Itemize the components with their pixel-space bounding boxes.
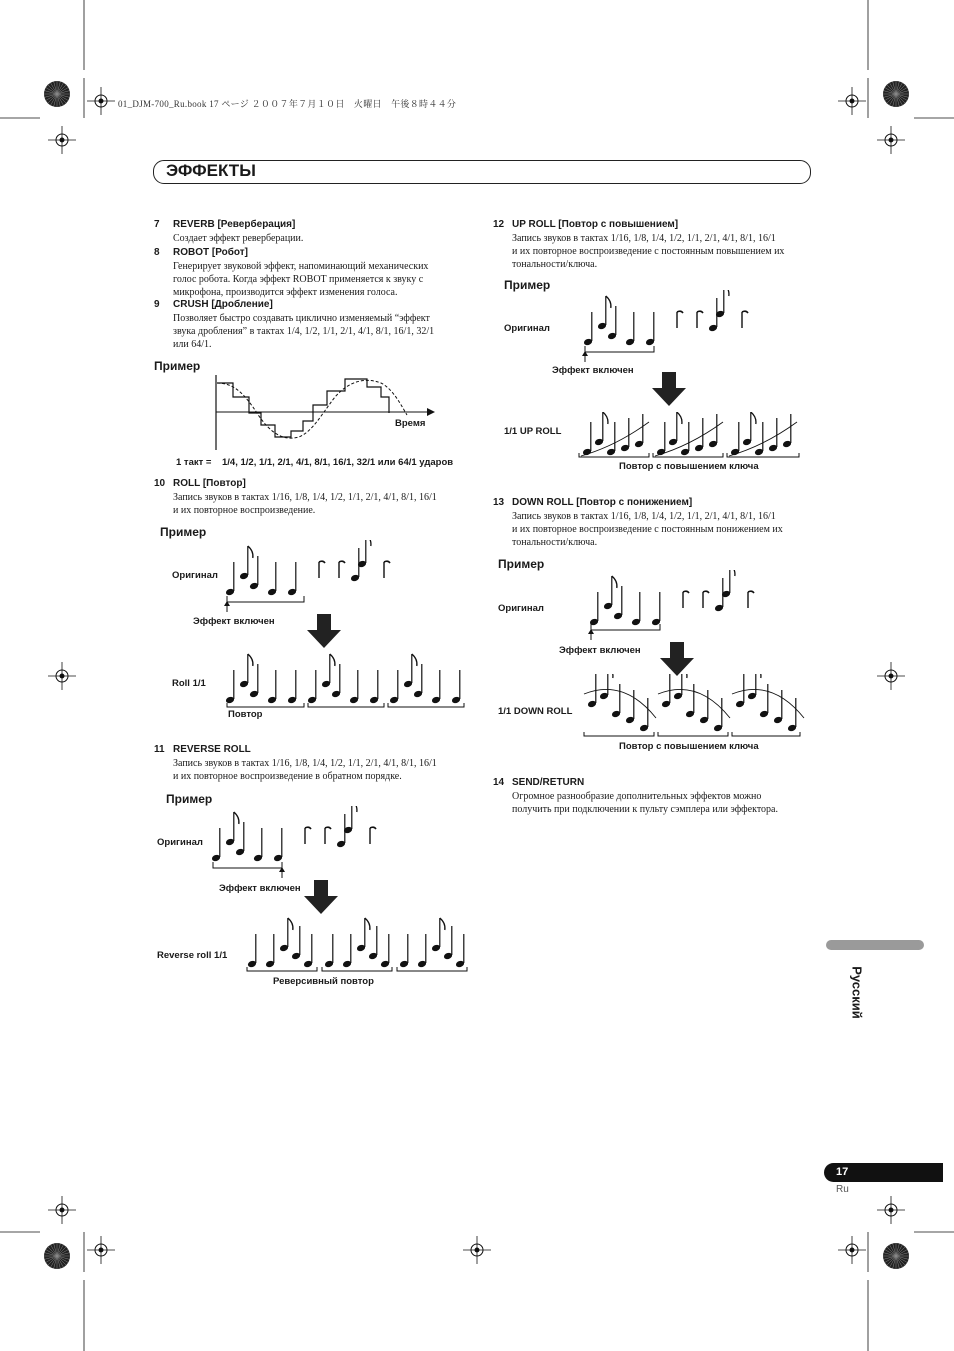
roll-repeated-notes (222, 650, 472, 708)
note-icon (413, 664, 423, 698)
crosshair-mark (48, 662, 76, 690)
note-icon (431, 918, 445, 952)
note-icon (399, 934, 409, 968)
registration-target (44, 1243, 70, 1269)
note-icon (307, 670, 317, 704)
note-icon (349, 670, 359, 704)
note-icon (235, 822, 245, 856)
language-label: Русский (849, 966, 865, 1019)
down-repeat-label: Повтор с повышением ключа (619, 741, 759, 752)
note-icon (787, 698, 797, 732)
item-text-roll: Запись звуков в тактах 1/16, 1/8, 1/4, 1/2, 1/1, 2/1, 4/1, 8/1, 16/1 и их повторное воспроизведение. (173, 492, 437, 516)
item-number: 12 (493, 219, 505, 230)
effect-on-label: Эффект включен (219, 883, 301, 894)
note-icon (611, 684, 621, 718)
registration-target (883, 1243, 909, 1269)
down-arrow-icon (650, 370, 690, 410)
item-number: 11 (154, 744, 165, 755)
note-icon (267, 562, 277, 596)
note-icon (356, 918, 370, 952)
note-icon (645, 312, 655, 346)
short-note-icon (325, 827, 331, 844)
item-text-crush: Позволяет быстро создавать циклично изменяемый “эффект звука дробления” в тактах 1/4, 1/2, 1/1, 2/1, 4/1, 8/1, 16/1, 32/1 или 64/1. (173, 313, 435, 350)
short-note-icon (319, 561, 325, 578)
example-heading: Пример (166, 792, 213, 806)
page-language: Ru (836, 1184, 849, 1195)
note-icon (607, 306, 617, 340)
note-icon (265, 934, 275, 968)
original-label: Оригинал (504, 323, 550, 334)
crosshair-mark (877, 662, 905, 690)
roll-label: Roll 1/1 (172, 678, 206, 689)
short-note-icon (703, 591, 709, 608)
item-title-up-roll: UP ROLL [Повтор с повышением] (512, 219, 679, 230)
note-icon (321, 654, 335, 688)
note-icon (287, 670, 297, 704)
item-title-roll: ROLL [Повтор] (173, 478, 246, 489)
note-icon (225, 562, 235, 596)
note-icon (249, 664, 259, 698)
crosshair-mark (48, 1196, 76, 1224)
note-icon (742, 412, 756, 446)
example-heading: Пример (154, 359, 201, 373)
note-icon (639, 698, 649, 732)
original-label: Оригинал (172, 570, 218, 581)
note-icon (455, 934, 465, 968)
short-note-icon (683, 591, 689, 608)
time-axis-label: Время (395, 418, 426, 429)
note-icon (225, 670, 235, 704)
effect-on-label: Эффект включен (552, 365, 634, 376)
note-icon (613, 586, 623, 620)
crosshair-mark (48, 126, 76, 154)
note-icon (747, 674, 761, 700)
registration-target (44, 81, 70, 107)
note-icon (211, 828, 221, 862)
note-icon (253, 828, 263, 862)
note-icon (324, 934, 334, 968)
item-title-send-return: SEND/RETURN (512, 777, 585, 788)
item-title-reverb: REVERB [Реверберация] (173, 219, 296, 230)
note-icon (668, 412, 682, 446)
crosshair-mark (838, 1236, 866, 1264)
item-title-crush: CRUSH [Дробление] (173, 299, 273, 310)
note-icon (417, 934, 427, 968)
book-header: 01_DJM-700_Ru.book 17 ページ ２００７年７月１０日 火曜日 午後８時４４分 (118, 99, 457, 109)
note-icon (368, 926, 378, 960)
short-note-icon (677, 311, 683, 328)
crosshair-mark (463, 1236, 491, 1264)
down-arrow-icon (305, 612, 345, 652)
down-roll-label: 1/1 DOWN ROLL (498, 706, 573, 717)
up-roll-label: 1/1 UP ROLL (504, 426, 562, 437)
example-heading: Пример (498, 557, 545, 571)
short-note-icon (748, 591, 754, 608)
note-icon (443, 926, 453, 960)
note-icon (431, 670, 441, 704)
item-number: 13 (493, 497, 505, 508)
note-icon (685, 684, 695, 718)
note-icon (239, 654, 253, 688)
note-icon (597, 296, 611, 330)
note-icon (673, 674, 687, 700)
note-icon (599, 674, 613, 700)
short-note-icon (742, 311, 748, 328)
note-icon (239, 546, 253, 580)
item-title-robot: ROBOT [Робот] (173, 247, 249, 258)
crosshair-mark (87, 87, 115, 115)
note-icon (267, 670, 277, 704)
note-icon (389, 670, 399, 704)
reverse-roll-label: Reverse roll 1/1 (157, 950, 228, 961)
item-number: 9 (154, 299, 160, 310)
item-text-send-return: Огромное разнообразие дополнительных эффектов можно получить при подключении к пульту сэмплера или эффектора. (512, 791, 778, 815)
item-title-down-roll: DOWN ROLL [Повтор с понижением] (512, 497, 693, 508)
takt-values: 1/4, 1/2, 1/1, 2/1, 4/1, 8/1, 16/1, 32/1 или 64/1 ударов (222, 457, 454, 468)
item-text-reverb: Создает эффект реверберации. (173, 233, 304, 244)
crosshair-mark (877, 1196, 905, 1224)
page-number: 17 (824, 1163, 943, 1182)
note-icon (369, 670, 379, 704)
note-icon (603, 576, 617, 610)
note-icon (279, 918, 293, 952)
note-icon (331, 664, 341, 698)
crosshair-mark (877, 126, 905, 154)
note-icon (303, 934, 313, 968)
note-icon (759, 684, 769, 718)
short-note-icon (384, 561, 390, 578)
effect-on-label: Эффект включен (193, 616, 275, 627)
note-icon (625, 312, 635, 346)
reverse-repeat-label: Реверсивный повтор (273, 976, 374, 987)
item-number: 7 (154, 219, 160, 230)
note-icon (247, 934, 257, 968)
item-title-reverse-roll: REVERSE ROLL (173, 744, 251, 755)
effect-on-label: Эффект включен (559, 645, 641, 656)
note-icon (451, 670, 461, 704)
note-icon (594, 412, 608, 446)
down-repeated-notes (582, 674, 812, 736)
item-number: 8 (154, 247, 160, 258)
note-icon (713, 698, 723, 732)
note-icon (403, 654, 417, 688)
short-note-icon (370, 827, 376, 844)
up-repeat-label: Повтор с повышением ключа (619, 461, 759, 472)
crosshair-mark (87, 1236, 115, 1264)
note-icon (291, 926, 301, 960)
example-heading: Пример (160, 525, 207, 539)
section-title: ЭФФЕКТЫ (166, 161, 256, 180)
note-icon (342, 934, 352, 968)
note-icon (249, 556, 259, 590)
item-text-up-roll: Запись звуков в тактах 1/16, 1/8, 1/4, 1/2, 1/1, 2/1, 4/1, 8/1, 16/1 и их повторное воспроизведение с постоянным повышением их тональности/ключа. (512, 233, 785, 270)
repeat-label: Повтор (228, 709, 263, 720)
short-note-icon (339, 561, 345, 578)
item-text-robot: Генерирует звуковой эффект, напоминающий механических голос робота. Когда эффект ROBOT применяется к звуку с микрофона, производится эффект изменения голоса. (173, 261, 429, 298)
crosshair-mark (838, 87, 866, 115)
short-note-icon (305, 827, 311, 844)
item-text-down-roll: Запись звуков в тактах 1/16, 1/8, 1/4, 1/2, 1/1, 2/1, 4/1, 8/1, 16/1 и их повторное воспроизведение с постоянным понижением их тональности/ключа. (512, 511, 783, 548)
original-label: Оригинал (498, 603, 544, 614)
note-icon (287, 562, 297, 596)
language-tab (826, 940, 924, 950)
item-number: 14 (493, 777, 505, 788)
note-icon (273, 828, 283, 862)
original-label: Оригинал (157, 837, 203, 848)
crush-waveform-figure (205, 375, 485, 470)
item-text-reverse-roll: Запись звуков в тактах 1/16, 1/8, 1/4, 1/2, 1/1, 2/1, 4/1, 8/1, 16/1 и их повторное воспроизведение в обратном порядке. (173, 758, 437, 782)
takt-label: 1 такт = (176, 457, 212, 468)
short-note-icon (697, 311, 703, 328)
example-heading: Пример (504, 278, 551, 292)
item-number: 10 (154, 478, 166, 489)
note-icon (225, 812, 239, 846)
note-icon (583, 312, 593, 346)
reverse-repeated-notes (242, 912, 472, 974)
registration-target (883, 81, 909, 107)
note-icon (380, 934, 390, 968)
